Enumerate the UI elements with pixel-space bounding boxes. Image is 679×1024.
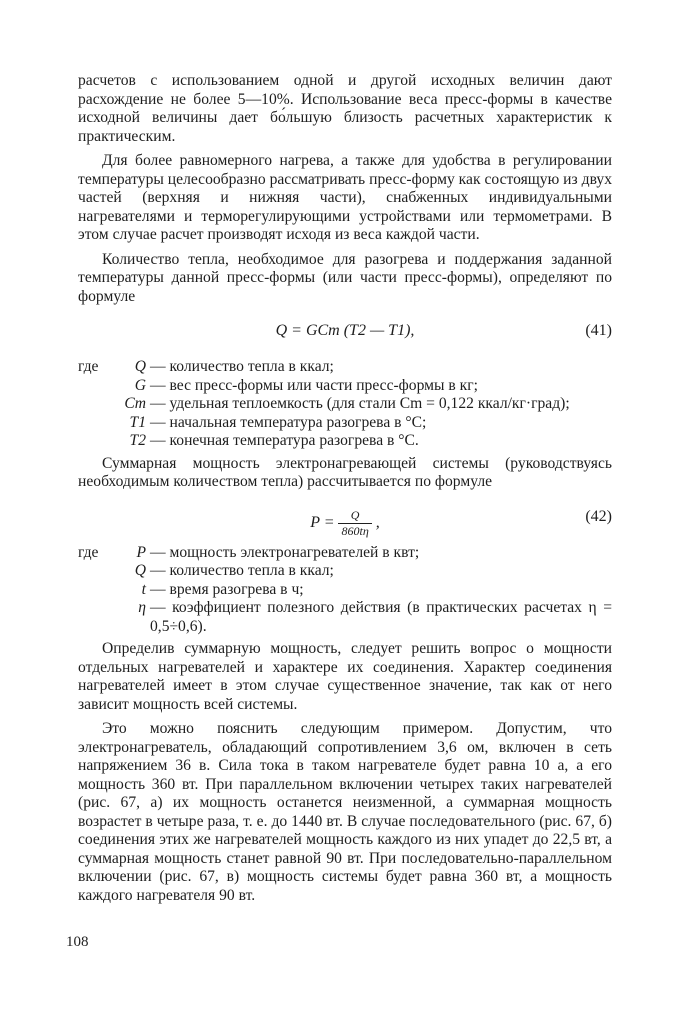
- formula-42-tail: ,: [375, 513, 380, 531]
- definition-text: — начальная температура разогрева в °С;: [150, 413, 427, 431]
- definition-row: [78, 544, 612, 563]
- definition-symbol: t: [141, 580, 146, 598]
- page-number: 108: [66, 934, 89, 950]
- definitions-42: [78, 544, 612, 637]
- paragraph-2: Для более равномерного нагрева, а также для удобства в регулировании температуры целесообразно рассматривать пресс-форму как состоящую из двух частей (верхняя и нижняя части), снабженных индивидуальными нагревателями и терморегулирующими устройствами или термометрами. В этом случае расчет производят исходя из веса каждой части.: [78, 152, 612, 243]
- formula-41: [78, 316, 612, 350]
- formula-42-numerator: Q: [338, 508, 371, 524]
- definition-text: — количество тепла в ккал;: [150, 562, 334, 579]
- definition-symbol: Q: [134, 562, 146, 579]
- definition-lead: где: [78, 358, 99, 375]
- definition-symbol: η: [138, 599, 146, 616]
- formula-41-number: (41): [585, 322, 612, 339]
- definition-lead: [78, 395, 105, 414]
- definition-lead: [78, 581, 105, 600]
- formula-42-number: (42): [585, 507, 612, 525]
- formula-42-expression: [78, 508, 612, 539]
- definition-row: [78, 395, 612, 414]
- definition-row: [78, 432, 612, 451]
- definition-symbol: P: [136, 543, 146, 561]
- definitions-41: [78, 358, 612, 451]
- definition-row: [78, 377, 612, 396]
- definition-row: [78, 599, 612, 636]
- definition-lead: где: [78, 543, 99, 561]
- definition-lead: [78, 562, 105, 581]
- definition-text: — коэффициент полезного действия (в практических расчетах η = 0,5÷0,6).: [150, 599, 612, 635]
- definition-lead: [78, 432, 105, 451]
- definition-lead: [78, 414, 105, 433]
- definition-symbol: Cm: [124, 395, 146, 412]
- formula-42-fraction: [338, 508, 371, 539]
- definition-symbol: G: [134, 376, 146, 394]
- paragraph-3: Количество тепла, необходимое для разогрева и поддержания заданной температуры данной пресс-формы (или части пресс-формы), определяют по формуле: [78, 250, 612, 305]
- definition-text: — вес пресс-формы или части пресс-формы в кг;: [150, 376, 478, 394]
- definition-text: — количество тепла в ккал;: [150, 358, 334, 375]
- formula-42-lhs: P =: [310, 513, 339, 531]
- paragraph-5: Определив суммарную мощность, следует решить вопрос о мощности отдельных нагревателей и характере их соединения. Характер соединения нагревателей имеет в этом случае существенное значение, так как от него зависит мощность всей системы.: [78, 640, 612, 713]
- definition-row: [78, 581, 612, 600]
- definition-row: [78, 358, 612, 377]
- definition-symbol: T2: [129, 432, 146, 449]
- formula-41-expression: Q = GCm (T2 — T1),: [275, 322, 415, 339]
- definition-row: [78, 562, 612, 581]
- definition-lead: [78, 599, 105, 636]
- paragraph-1: расчетов с использованием одной и другой исходных величин дают расхождение не более 5—10%. Использование веса пресс-формы в качестве исходной величины дает бо́льшую близость расчетных характеристик к практическим.: [78, 72, 612, 145]
- definition-symbol: Q: [134, 358, 146, 375]
- page-body: [78, 72, 612, 905]
- definition-lead: [78, 377, 105, 396]
- definition-text: — мощность электронагревателей в квт;: [150, 543, 420, 561]
- definition-row: [78, 414, 612, 433]
- paragraph-4: Суммарная мощность электронагревающей системы (руководствуясь необходимым количеством тепла) рассчитывается по формуле: [78, 454, 612, 490]
- formula-42-denominator: 860tη: [341, 523, 369, 538]
- paragraph-6: Это можно пояснить следующим примером. Допустим, что электронагреватель, обладающий сопротивлением 3,6 ом, включен в сеть напряжением 36 в. Сила тока в таком нагревателе будет равна 10 а, а его мощность 360 вт. При параллельном включении четырех таких нагревателей (рис. 67, а) их мощность останется неизменной, а суммарная мощность возрастет в четыре раза, т. е. до 1440 вт. В случае последовательного (рис. 67, б) соединения этих же нагревателей мощность каждого из них упадет до 22,5 вт, а суммарная мощность станет равной 90 вт. При последовательно-параллельном включении (рис. 67, в) мощность системы будет равна 360 вт, а мощность каждого нагревателя 90 вт.: [78, 720, 612, 904]
- definition-symbol: T1: [129, 413, 146, 431]
- definition-text: — конечная температура разогрева в °С.: [150, 432, 419, 449]
- definition-text: — время разогрева в ч;: [150, 580, 304, 598]
- formula-42: [78, 502, 612, 536]
- definition-text: — удельная теплоемкость (для стали Cm = 0,122 ккал/кг·град);: [150, 395, 570, 412]
